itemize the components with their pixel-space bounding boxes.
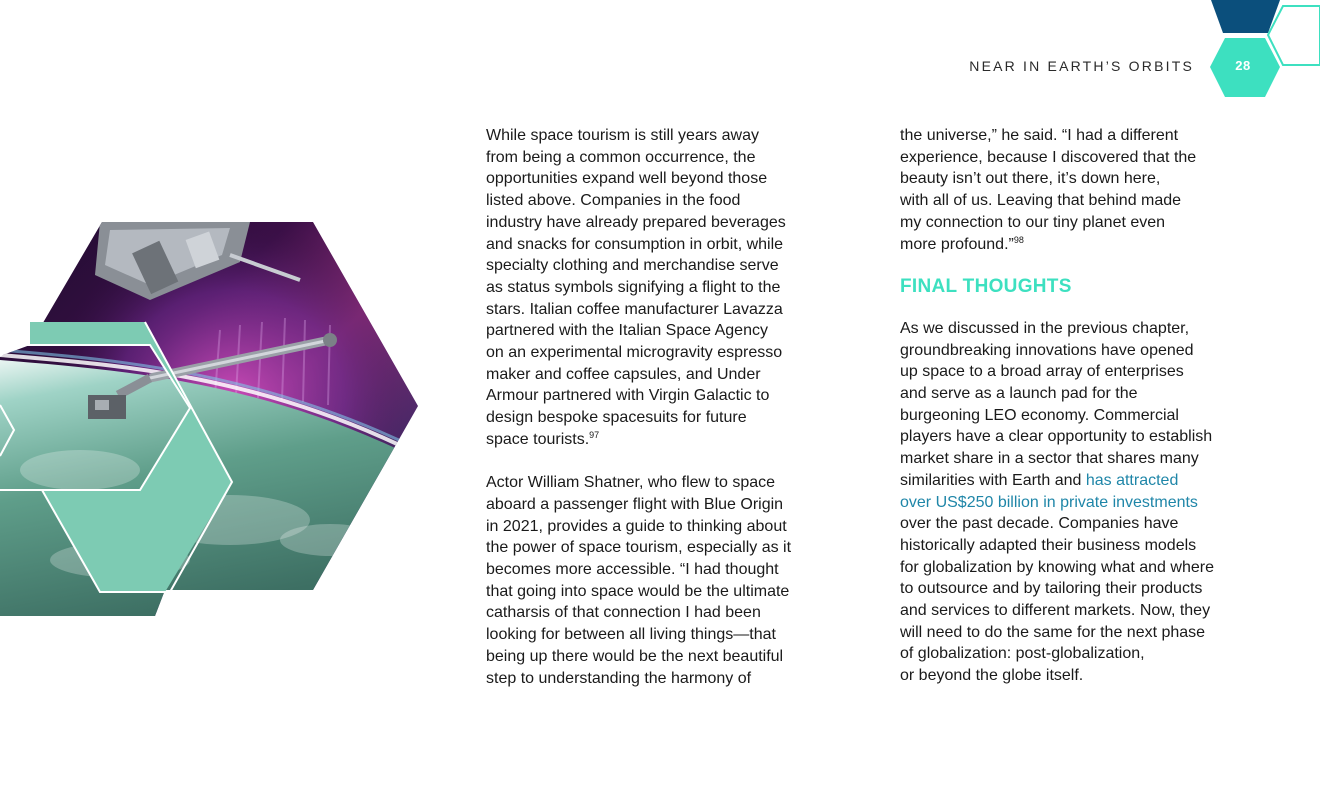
paragraph-shatner: Actor William Shatner, who flew to space aboard a passenger flight with Blue Origin in 2021, provides a guide to thinking about the power of space tourism, especially as it becomes more accessible. “I had thought that going into space would be the ultimate catharsis of that connection I had been looking for between all living things—that being up there would be the next beautiful step to understanding the harmony of bbox=[486, 474, 792, 687]
paragraph-shatner-quote bbox=[900, 125, 1250, 255]
text-column-right bbox=[900, 125, 1250, 687]
navy-hexagon bbox=[1211, 0, 1280, 33]
text-column-left bbox=[486, 125, 836, 689]
section-heading-final-thoughts: FINAL THOUGHTS bbox=[900, 276, 1072, 298]
paragraph-final-thoughts bbox=[900, 318, 1250, 687]
investments-link[interactable]: has attracted over US$250 billion in private investments bbox=[900, 471, 1198, 511]
outline-hexagon bbox=[1268, 6, 1320, 65]
paragraph-space-tourism bbox=[486, 125, 836, 451]
page-number: 28 bbox=[1235, 58, 1251, 73]
paragraph-text: over the past decade. Companies have historically adapted their business models for globalization by knowing what and where to outsource and by tailoring their products and services to different markets. Now, they will need to do the same for the next phase of globalization: post-globalization, or beyond the globe itself. bbox=[900, 515, 1214, 685]
running-header: NEAR IN EARTH’S ORBITS bbox=[969, 58, 1194, 74]
paragraph-text: While space tourism is still years away from being a common occurrence, the opportunities expand well beyond those listed above. Companies in the food industry have already prepared beverages and snacks for consumption in orbit, while specialty clothing and merchandise serve as status symbols signifying a flight to the stars. Italian coffee manufacturer Lavazza partnered with the Italian Space Agency on an experimental microgravity espresso maker and coffee capsules, and Under Armour partnered with Virgin Galactic to design bespoke spacesuits for future space tourists. bbox=[486, 127, 786, 448]
footnote-ref-98: 98 bbox=[1013, 234, 1024, 245]
paragraph-text: the universe,” he said. “I had a different experience, because I discovered that the beauty isn’t out there, it’s down here, with all of us. Leaving that behind made my connection to our tiny planet even more profound.” bbox=[900, 127, 1197, 253]
space-station-arm-aurora-photo bbox=[0, 218, 420, 620]
paragraph-text: As we discussed in the previous chapter, groundbreaking innovations have opened up space to a broad array of enterprises and serve as a launch pad for the burgeoning LEO economy. Commercial players have a clear opportunity to establish market share in a sector that shares many similarities with Earth and bbox=[900, 319, 1213, 489]
hexagon-decoration bbox=[1190, 0, 1320, 105]
footnote-ref-97: 97 bbox=[589, 429, 600, 440]
